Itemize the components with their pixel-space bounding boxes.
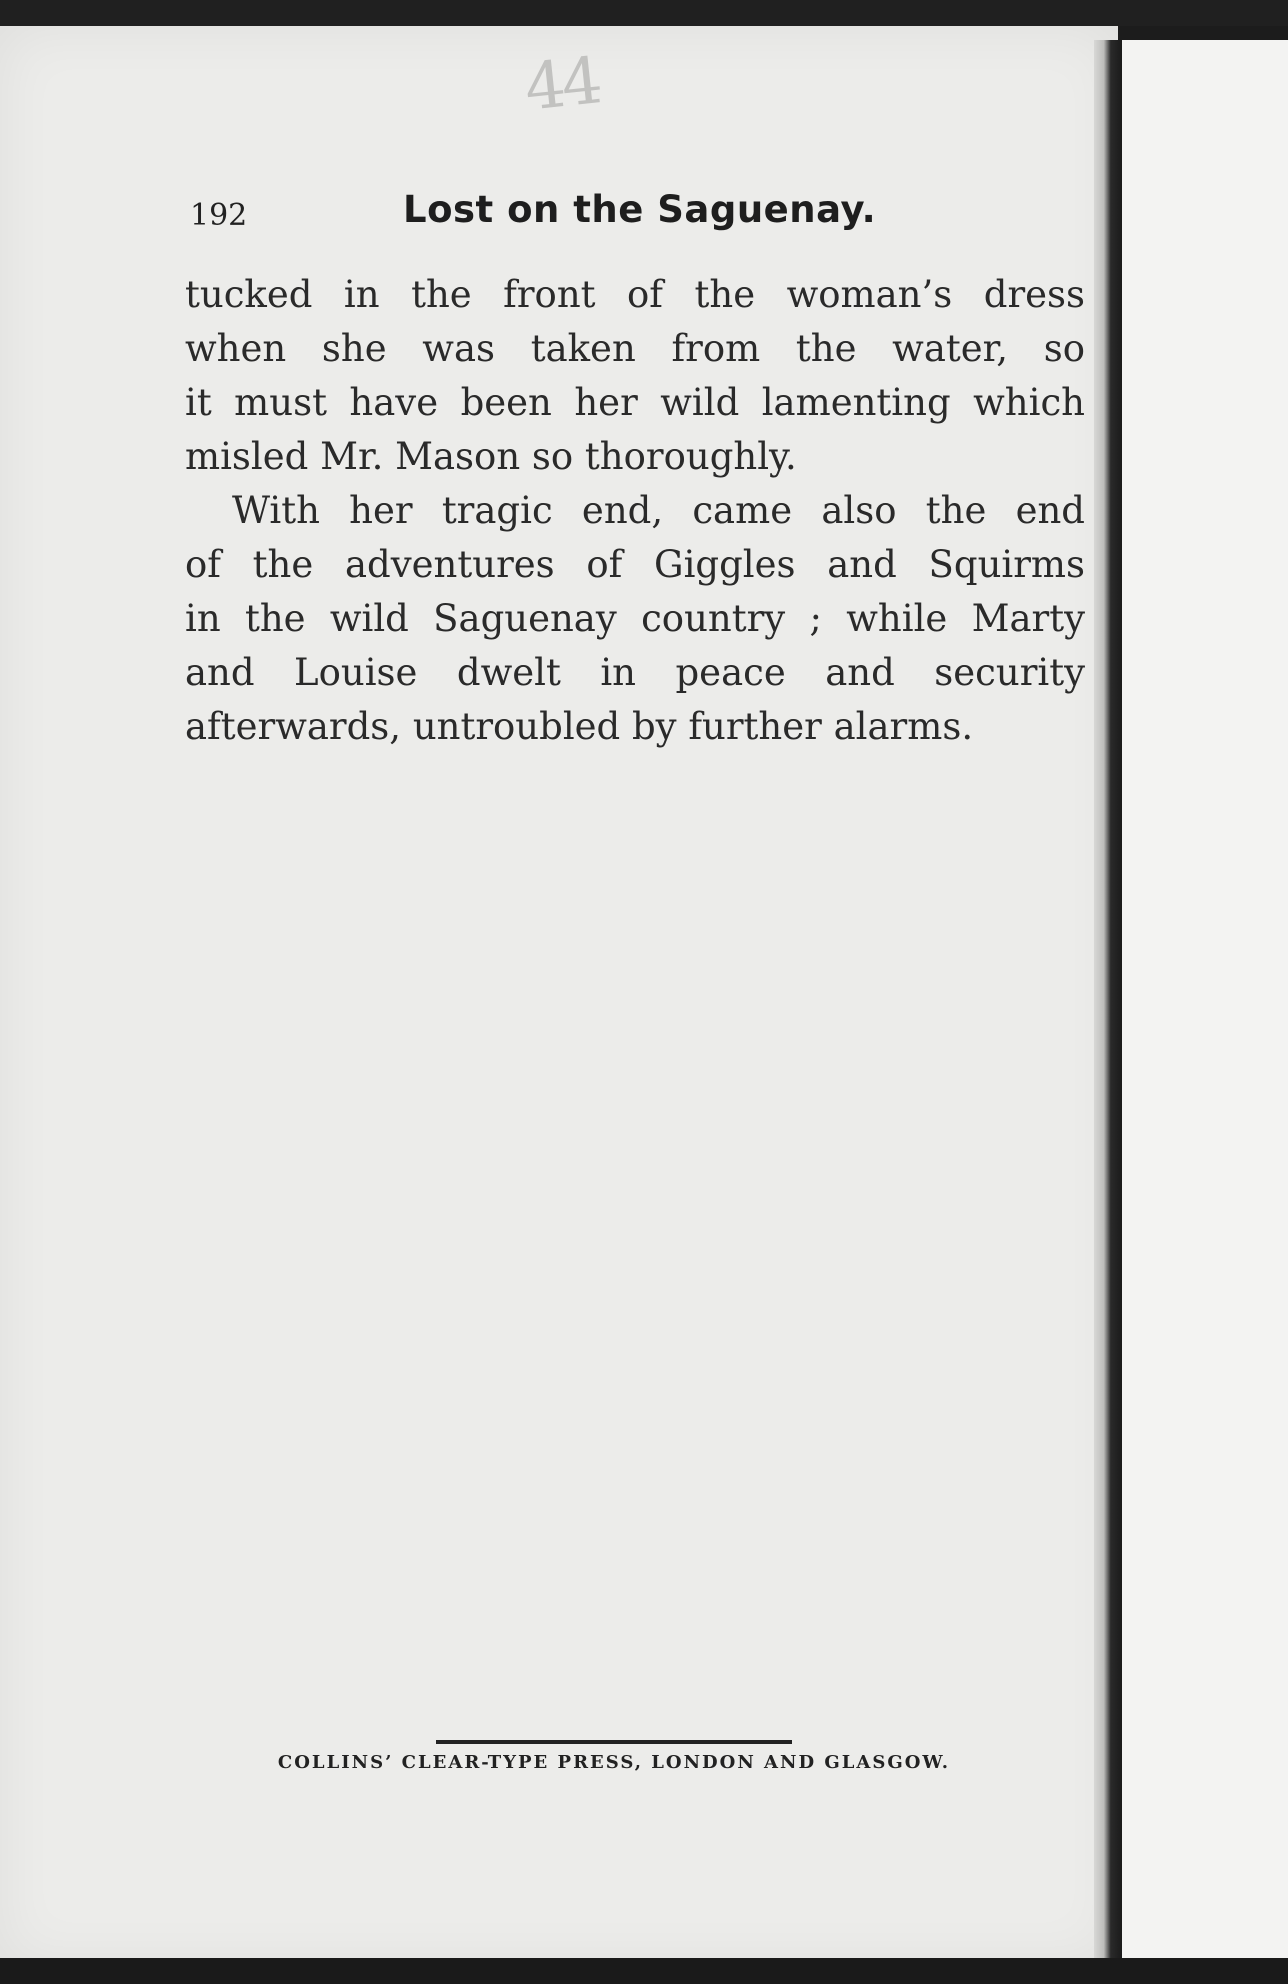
text-line: tucked in the front of the woman’s dress (185, 273, 1085, 316)
text-line: With her tragic end, came also the end (232, 489, 1085, 532)
printer-imprint: COLLINS’ CLEAR-TYPE PRESS, LONDON AND GLASGOW. (277, 1752, 951, 1773)
footer-rule (436, 1740, 792, 1744)
text-line: when she was taken from the water, so (185, 327, 1085, 370)
text-line: it must have been her wild lamenting which (185, 381, 1085, 424)
page-number: 192 (190, 198, 248, 233)
text-line: in the wild Saguenay country ; while Marty (185, 597, 1085, 640)
scan-border-top (0, 0, 1288, 26)
running-head (190, 188, 880, 240)
page-gutter-edge (1094, 40, 1122, 1960)
text-line: afterwards, untroubled by further alarms. (185, 705, 974, 748)
text-line: misled Mr. Mason so thoroughly. (185, 435, 797, 478)
page-title: Lost on the Saguenay. (403, 188, 877, 231)
text-line: and Louise dwelt in peace and security (185, 651, 1085, 694)
text-line: of the adventures of Giggles and Squirms (185, 543, 1085, 586)
pencil-annotation: 44 (521, 44, 603, 126)
body-text (185, 268, 1085, 754)
scan-border-bottom (0, 1958, 1288, 1984)
facing-page-blank (1122, 40, 1288, 1970)
